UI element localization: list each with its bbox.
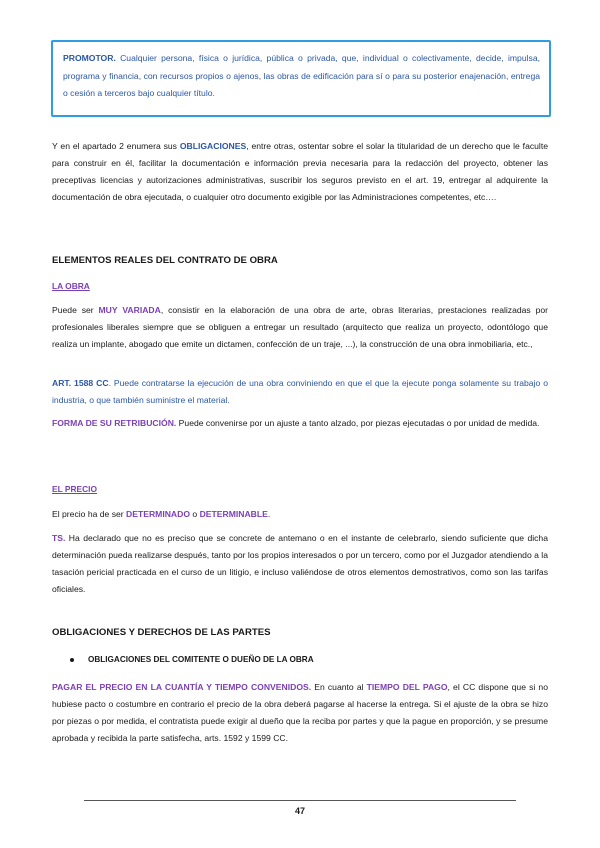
obligaciones-text: , entre otras, ostentar sobre el solar la titularidad de un derecho que le faculte para construir en él, facilitar la documentación e información previa necesaria para la redacción del proyecto, obtener las preceptivas licencias y autorizaciones administrativas, suscribir los seguros previsto en el art. 19, entregar al adquirente la documentación de obra ejecutada, o cualquier otro documento exigible por las Administraciones competentes, etc….: [52, 141, 548, 202]
precio-lead: El precio ha de ser: [52, 509, 127, 519]
obligaciones-term: OBLIGACIONES: [179, 141, 247, 151]
bullet-obligaciones-comitente: [70, 655, 314, 664]
la-obra-lead: Puede ser: [52, 305, 99, 315]
forma-retribucion-text: Puede convenirse por un ajuste a tanto alzado, por piezas ejecutadas o por unidad de medida.: [176, 418, 540, 428]
art-1588-term: ART. 1588 CC: [52, 378, 109, 388]
promotor-definition-box: [51, 40, 551, 117]
section-heading-elementos: ELEMENTOS REALES DEL CONTRATO DE OBRA: [52, 255, 278, 266]
precio-paragraph: [52, 506, 548, 523]
pagar-precio-paragraph: [52, 679, 548, 747]
bullet-label: OBLIGACIONES DEL COMITENTE O DUEÑO DE LA OBRA: [88, 655, 314, 664]
bullet-dot-icon: [70, 658, 74, 662]
muy-variada-term: MUY VARIADA: [98, 305, 161, 315]
ts-text: Ha declarado que no es preciso que se concrete de antemano o en el instante de celebrarlo, siendo suficiente que dicha determinación pueda realizarse después, tanto por los propios interesados o por un tercero, como por el Juzgador atendiendo a la tasación pericial practicada en el curso de un litigio, e incluso valiéndose de otros elementos demostrativos, como son las tarifas oficiales.: [52, 533, 548, 594]
obligaciones-paragraph: [52, 138, 548, 206]
forma-retribucion-paragraph: [52, 415, 548, 432]
precio-connector: o: [190, 509, 200, 519]
pagar-precio-mid: En cuanto al: [311, 682, 367, 692]
ts-paragraph: [52, 530, 548, 598]
determinado-term: DETERMINADO: [126, 509, 191, 519]
tiempo-pago-term: TIEMPO DEL PAGO: [366, 682, 448, 692]
pagar-precio-text: , el CC dispone que si no hubiese pacto o costumbre en contrario el precio de la obra deberá pagarse al hacerse la entrega. Si el ajuste de la obra se hizo por piezas o por medida, el contratista puede exigir al dueño que la reciba por partes y que la pague en proporción, y se presume aprobada y recibida la parte satisfecha, arts. 1592 y 1599 CC.: [52, 682, 548, 743]
forma-retribucion-term: FORMA DE SU RETRIBUCIÓN.: [52, 418, 177, 428]
precio-end: .: [267, 509, 271, 519]
promotor-text: Cualquier persona, física o jurídica, pública o privada, que, individual o colectivamente, decide, impulsa, programa y financia, con recursos propios o ajenos, las obras de edificación para sí o para su posterior enajenación, entrega o cesión a terceros bajo cualquier título.: [63, 53, 540, 98]
pagar-precio-term: PAGAR EL PRECIO EN LA CUANTÍA Y TIEMPO CONVENIDOS.: [52, 682, 312, 692]
art-1588-text: . Puede contratarse la ejecución de una obra conviniendo en que el que la ejecute ponga solamente su trabajo o industria, o que también suministre el material.: [52, 378, 549, 405]
page-number: 47: [294, 806, 305, 816]
section-heading-obligaciones: OBLIGACIONES Y DERECHOS DE LAS PARTES: [52, 627, 271, 638]
obligaciones-lead: Y en el apartado 2 enumera sus: [52, 141, 180, 151]
subheading-el-precio: EL PRECIO: [52, 484, 97, 494]
la-obra-paragraph: [52, 302, 548, 353]
determinable-term: DETERMINABLE: [199, 509, 268, 519]
promotor-term: PROMOTOR.: [63, 53, 116, 63]
art-1588-paragraph: [52, 375, 548, 409]
subheading-la-obra: LA OBRA: [52, 281, 90, 291]
ts-term: TS.: [52, 533, 66, 543]
footer-divider: [84, 800, 516, 801]
la-obra-text: , consistir en la elaboración de una obra de arte, obras literarias, prestaciones realizadas por profesionales liberales siempre que se obliguen a entregar un resultado (arquitecto que realiza un proyecto, odontólogo que realiza un implante, abogado que emite un dictamen, confección de un traje, ...), la construcción de una obra inmobiliaria, etc.,: [52, 305, 548, 349]
